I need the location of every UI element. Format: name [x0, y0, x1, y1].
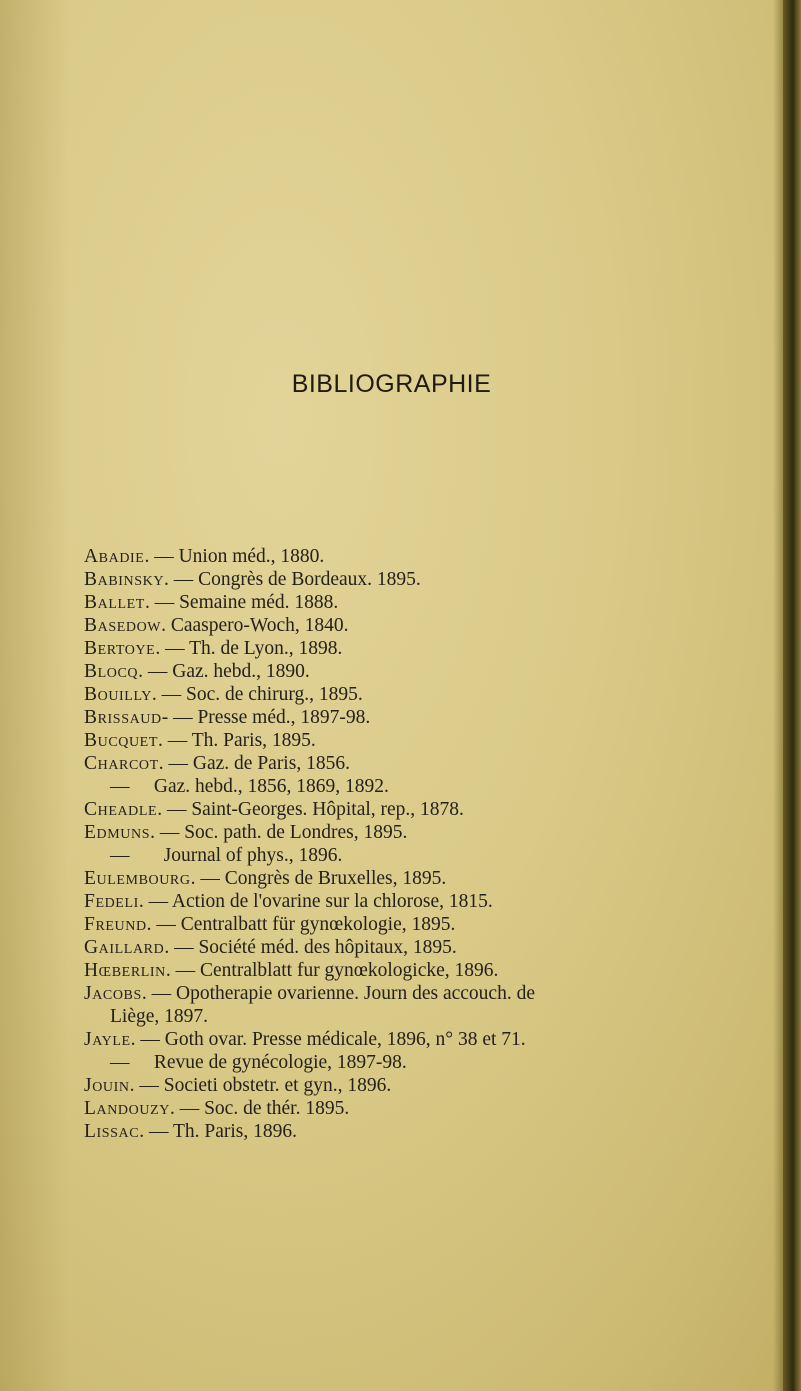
bibliography-entry: [84, 614, 784, 637]
bibliography-entry: [84, 752, 784, 775]
entry-author: Blocq: [84, 661, 139, 682]
entry-text: - — Presse méd., 1897-98.: [161, 707, 371, 728]
bibliography-entry: [84, 867, 784, 890]
entry-author: Ballet: [84, 592, 145, 613]
entry-text: . — Soc. de chirurg., 1895.: [151, 684, 363, 705]
entry-text: . — Centralblatt fur gynœkologicke, 1896.: [165, 960, 499, 981]
entry-author: Landouzy: [84, 1098, 170, 1119]
bibliography-entry: [84, 936, 784, 959]
bibliography-entry: [84, 591, 784, 614]
bibliography-entry: [84, 706, 784, 729]
entry-text: . — Semaine méd. 1888.: [144, 592, 339, 613]
bibliography-entry: [84, 568, 784, 591]
entry-text: . — Gaz. de Paris, 1856.: [158, 753, 350, 774]
entry-text: . — Th. Paris, 1895.: [157, 730, 316, 751]
entry-author: Bouilly: [84, 684, 152, 705]
entry-text: . — Opotherapie ovarienne. Journ des accouch. de: [141, 983, 535, 1004]
bibliography-entry-continued: [84, 844, 784, 867]
bibliography-entry: [84, 913, 784, 936]
entry-author: Abadie: [84, 546, 145, 567]
page-title: BIBLIOGRAPHIE: [291, 370, 492, 398]
entry-text: . — Congrès de Bordeaux. 1895.: [164, 569, 421, 590]
entry-text: . — Gaz. hebd., 1890.: [138, 661, 310, 682]
bibliography-entry: [84, 1120, 784, 1143]
entry-author: Freund: [84, 914, 147, 935]
bibliography-entry: [84, 1028, 784, 1051]
entry-text: . — Action de l'ovarine sur la chlorose, 1815.: [138, 891, 493, 912]
entry-author: Brissaud: [84, 707, 162, 728]
bibliography-list: [84, 545, 784, 1143]
entry-text: . — Soc. de thér. 1895.: [169, 1098, 350, 1119]
entry-author: Lissac: [84, 1121, 140, 1142]
entry-text: . — Union méd., 1880.: [144, 546, 325, 567]
entry-author: Bucquet: [84, 730, 158, 751]
entry-text: . — Société méd. des hôpitaux, 1895.: [164, 937, 457, 958]
entry-author: Edmuns: [84, 822, 151, 843]
bibliography-entry: [84, 729, 784, 752]
bibliography-entry: [84, 959, 784, 982]
entry-text: — Gaz. hebd., 1856, 1869, 1892.: [110, 776, 389, 797]
entry-text: . — Th. Paris, 1896.: [139, 1121, 298, 1142]
entry-text: — Revue de gynécologie, 1897-98.: [110, 1052, 407, 1073]
bibliography-entry: [84, 982, 784, 1005]
entry-author: Babinsky: [84, 569, 165, 590]
bibliography-entry: [84, 637, 784, 660]
entry-author: Jacobs: [84, 983, 142, 1004]
entry-text: . — Goth ovar. Presse médicale, 1896, n° 38 et 71.: [130, 1029, 526, 1050]
bibliography-entry-continued: [84, 775, 784, 798]
entry-author: Hœberlin: [84, 960, 166, 981]
bibliography-entry: [84, 1074, 784, 1097]
entry-author: Charcot: [84, 753, 159, 774]
entry-text: — Journal of phys., 1896.: [110, 845, 343, 866]
bibliography-entry: [84, 798, 784, 821]
entry-text: . — Congrès de Bruxelles, 1895.: [190, 868, 447, 889]
bibliography-entry: [84, 660, 784, 683]
entry-author: Cheadle: [84, 799, 158, 820]
entry-author: Fedeli: [84, 891, 139, 912]
bibliography-entry: [84, 1097, 784, 1120]
bibliography-entry: [84, 545, 784, 568]
bibliography-entry-continued: [84, 1051, 784, 1074]
bibliography-entry: [84, 821, 784, 844]
entry-text: . — Th. de Lyon., 1898.: [155, 638, 343, 659]
entry-text: . — Societi obstetr. et gyn., 1896.: [129, 1075, 392, 1096]
entry-text: . — Saint-Georges. Hôpital, rep., 1878.: [157, 799, 464, 820]
entry-author: Jayle: [84, 1029, 131, 1050]
entry-author: Bertoye: [84, 638, 156, 659]
book-spine-edge: [783, 0, 801, 1391]
entry-text: . Caaspero-Woch, 1840.: [161, 615, 349, 636]
bibliography-entry: [84, 683, 784, 706]
page-shading: [0, 0, 70, 1391]
entry-author: Eulembourg: [84, 868, 191, 889]
entry-text: Liège, 1897.: [110, 1006, 209, 1027]
entry-text: . — Soc. path. de Londres, 1895.: [150, 822, 408, 843]
entry-author: Jouin: [84, 1075, 130, 1096]
entry-author: Gaillard: [84, 937, 165, 958]
bibliography-entry-continued: [84, 1005, 784, 1028]
entry-text: . — Centralbatt für gynœkologie, 1895.: [146, 914, 456, 935]
entry-author: Basedow: [84, 615, 162, 636]
bibliography-entry: [84, 890, 784, 913]
